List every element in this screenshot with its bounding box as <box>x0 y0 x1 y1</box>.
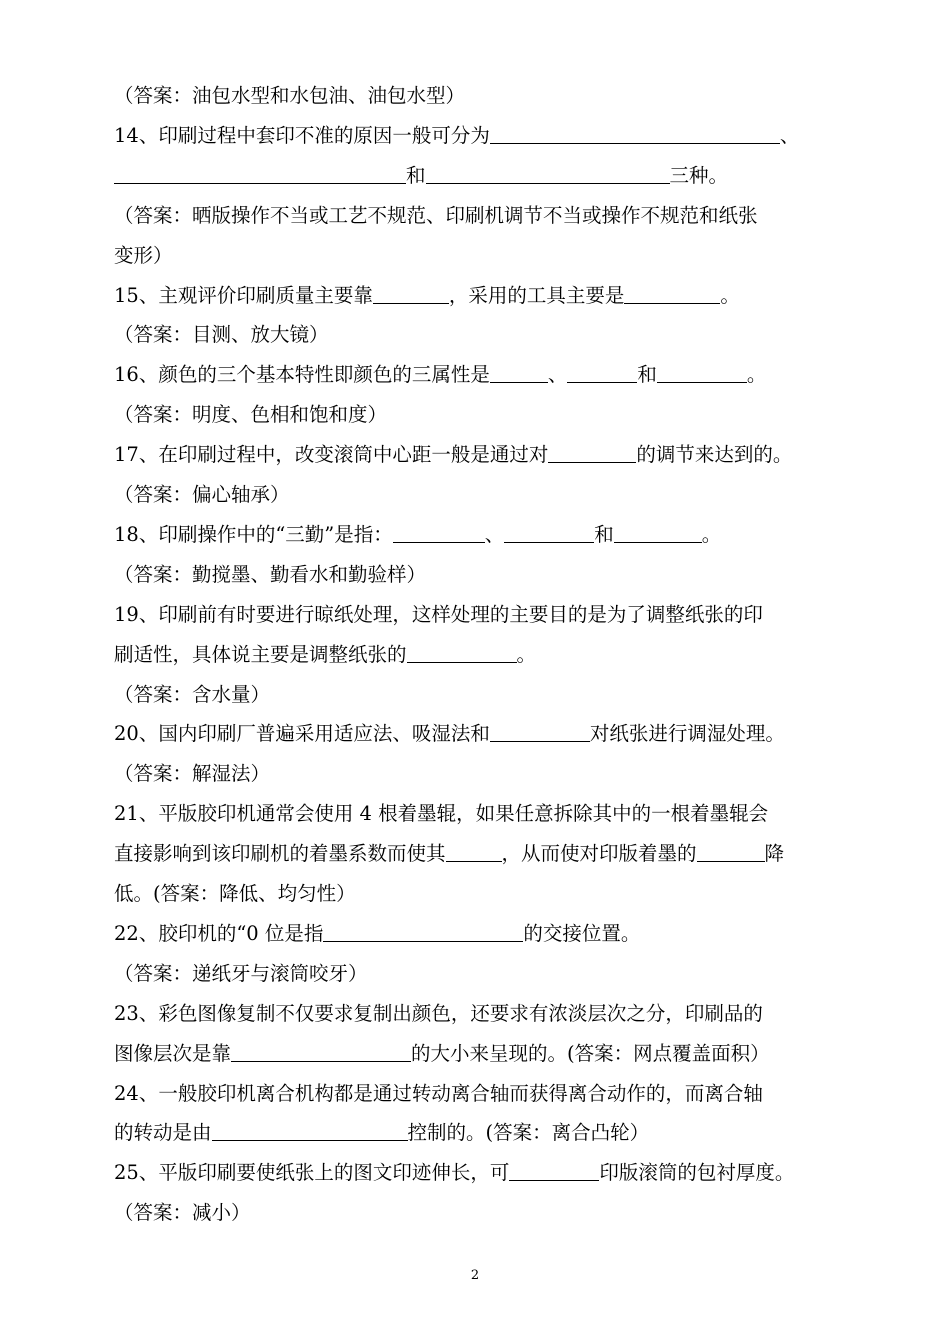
text-segment: ，采用的工具主要是 <box>448 283 625 307</box>
text-line <box>114 276 874 316</box>
text-segment: 直接影响到该印刷机的着墨系数而使其 <box>114 842 446 866</box>
text-line <box>114 595 874 635</box>
text-segment: 的交接位置。 <box>523 921 641 945</box>
text-segment: 25、平版印刷要使纸张上的图文印迹伸长，可 <box>114 1161 510 1185</box>
page-number: 2 <box>470 1268 480 1283</box>
fill-in-blank <box>114 161 406 184</box>
text-segment: 图像层次是靠 <box>114 1041 232 1065</box>
text-segment: 20、国内印刷厂普遍采用适应法、吸湿法和 <box>114 722 490 746</box>
text-segment: 、 <box>547 363 568 387</box>
text-segment: 24、一般胶印机离合机构都是通过转动离合轴而获得离合动作的，而离合轴 <box>114 1081 763 1105</box>
fill-in-blank <box>490 121 780 144</box>
fill-in-blank <box>407 640 517 663</box>
text-line <box>114 76 874 116</box>
text-line <box>114 874 874 914</box>
text-segment: 23、彩色图像复制不仅要求复制出颜色，还要求有浓淡层次之分，印刷品的 <box>114 1001 763 1025</box>
text-segment: 三种。 <box>669 163 729 187</box>
text-segment: 和 <box>594 522 614 546</box>
fill-in-blank <box>231 1039 411 1062</box>
text-segment: （答案：递纸牙与滚筒咬牙） <box>114 961 368 985</box>
text-line <box>114 355 874 395</box>
fill-in-blank <box>490 719 590 742</box>
fill-in-blank <box>657 360 747 383</box>
text-segment: 、 <box>779 123 800 147</box>
text-line <box>114 116 874 156</box>
text-segment: 16、颜色的三个基本特性即颜色的三属性是 <box>114 363 490 387</box>
text-segment: （答案：偏心轴承） <box>114 483 290 506</box>
fill-in-blank <box>212 1118 408 1141</box>
text-line <box>114 794 874 834</box>
text-line <box>114 675 874 715</box>
text-line <box>114 954 874 994</box>
text-segment: （答案：油包水型和水包油、油包水型） <box>114 84 466 107</box>
fill-in-blank <box>509 1158 599 1181</box>
text-line <box>114 395 874 435</box>
text-line <box>114 834 874 874</box>
text-segment: 22、胶印机的“0 位是指 <box>114 921 324 945</box>
text-segment: 14、印刷过程中套印不准的原因一般可分为 <box>114 123 490 147</box>
text-segment: 控制的。(答案：离合凸轮） <box>407 1121 650 1145</box>
text-line <box>114 994 874 1034</box>
fill-in-blank <box>548 440 636 463</box>
text-segment: 19、印刷前有时要进行晾纸处理，这样处理的主要目的是为了调整纸张的印 <box>114 602 763 626</box>
text-segment: （答案：解湿法） <box>114 762 271 786</box>
text-line <box>114 515 874 555</box>
text-line <box>114 156 874 196</box>
text-line <box>114 635 874 675</box>
text-line <box>114 236 874 276</box>
text-segment: 。 <box>746 363 767 387</box>
text-segment: 变形） <box>114 243 173 267</box>
text-segment: 。 <box>720 283 740 307</box>
text-segment: ，从而使对印版着墨的 <box>501 842 697 866</box>
text-segment: 18、印刷操作中的“三勤”是指： <box>114 522 393 546</box>
text-segment: （答案：目测、放大镜） <box>114 323 329 347</box>
fill-in-blank <box>567 360 637 383</box>
fill-in-blank <box>426 161 670 184</box>
text-segment: 的转动是由 <box>114 1121 212 1145</box>
text-line <box>114 754 874 794</box>
text-line <box>114 435 874 475</box>
text-line <box>114 315 874 355</box>
text-segment: （答案：明度、色相和饱和度） <box>114 403 388 427</box>
fill-in-blank <box>446 839 502 862</box>
text-segment: 降 <box>764 842 785 866</box>
fill-in-blank <box>323 919 523 942</box>
text-segment: 、 <box>484 522 505 546</box>
text-segment: 对纸张进行调湿处理。 <box>589 722 785 746</box>
text-segment: （答案：勤搅墨、勤看水和勤验样） <box>114 562 427 586</box>
text-line <box>114 1153 874 1193</box>
text-line <box>114 714 874 754</box>
fill-in-blank <box>697 839 765 862</box>
text-segment: 低。(答案：降低、均匀性） <box>114 882 356 905</box>
text-line <box>114 555 874 595</box>
text-segment: 。 <box>701 522 722 546</box>
text-segment: 和 <box>406 163 426 187</box>
text-segment: 印版滚筒的包衬厚度。 <box>599 1161 795 1185</box>
fill-in-blank <box>624 281 720 304</box>
text-line <box>114 914 874 954</box>
text-segment: 刷适性，具体说主要是调整纸张的 <box>114 642 407 666</box>
text-segment: （答案：晒版操作不当或工艺不规范、印刷机调节不当或操作不规范和纸张 <box>114 203 758 227</box>
text-segment: 21、平版胶印机通常会使用 4 根着墨辊，如果任意拆除其中的一根着墨辊会 <box>114 802 769 826</box>
text-segment: （答案：减小） <box>114 1201 251 1225</box>
text-segment: 15、主观评价印刷质量主要靠 <box>114 283 373 307</box>
fill-in-blank <box>614 520 702 543</box>
text-segment: 的大小来呈现的。(答案：网点覆盖面积） <box>411 1041 770 1065</box>
text-line <box>114 1034 874 1074</box>
text-segment: 的调节来达到的。 <box>636 443 793 467</box>
text-line <box>114 1193 874 1233</box>
fill-in-blank <box>393 520 485 543</box>
fill-in-blank <box>490 360 548 383</box>
text-segment: 和 <box>637 363 657 387</box>
text-line <box>114 1074 874 1114</box>
text-line <box>114 475 874 515</box>
text-line <box>114 196 874 236</box>
text-segment: 。 <box>516 642 537 666</box>
fill-in-blank <box>504 520 594 543</box>
text-segment: 17、在印刷过程中，改变滚筒中心距一般是通过对 <box>114 443 549 467</box>
text-segment: （答案：含水量） <box>114 682 271 706</box>
text-line <box>114 1113 874 1153</box>
fill-in-blank <box>373 281 449 304</box>
